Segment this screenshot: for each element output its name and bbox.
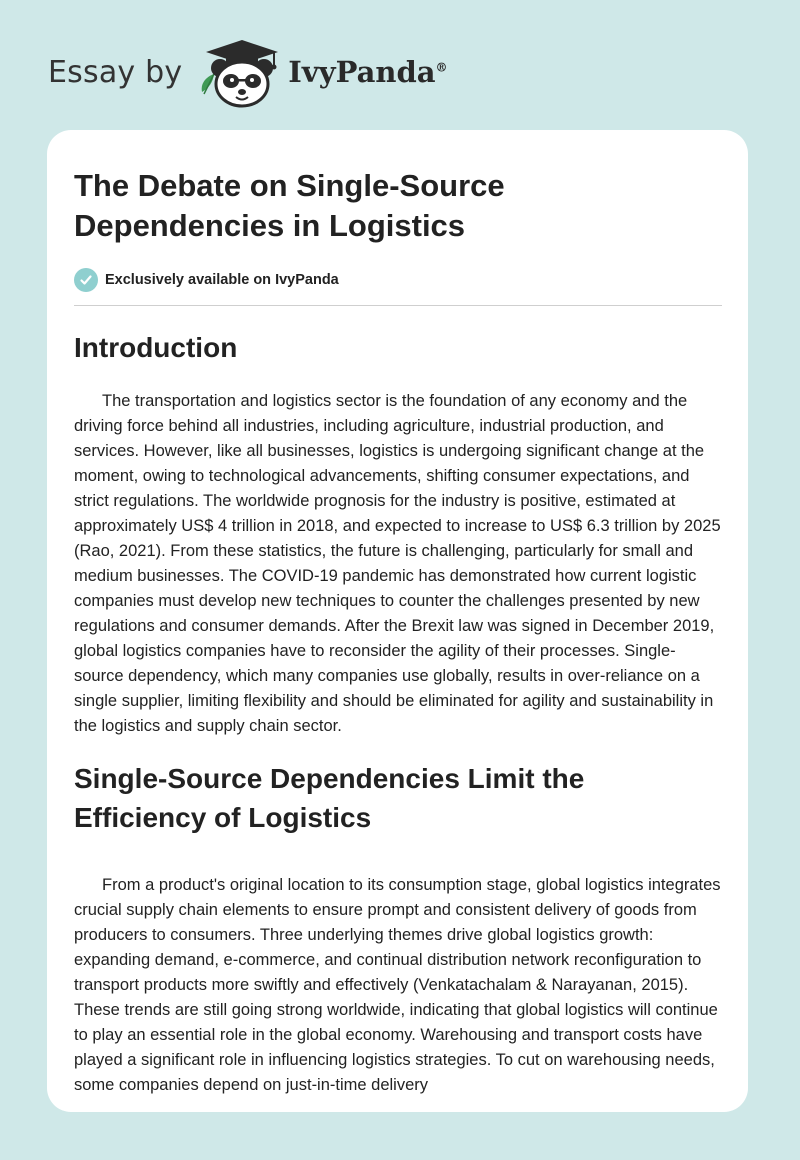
exclusive-badge [74,268,722,292]
ivypanda-logo[interactable] [196,36,447,108]
article-card [47,130,748,1112]
section-paragraph-single-source: From a product's original location to its consumption stage, global logistics integrates crucial supply chain elements to ensure prompt and consistent delivery of goods from producers to consumers. Three underlying themes drive global logistics growth: expanding demand, e-commerce, and continual distribution network reconfiguration to transport products more swiftly and effectively (Venkatachalam & Narayanan, 2015). These trends are still going strong worldwide, indicating that global logistics will continue to play an essential role in the global economy. Warehousing and transport costs have played a significant role in influencing logistics strategies. To cut on warehousing needs, some companies depend on just-in-time delivery [74,876,721,1094]
section-paragraph-introduction: The transportation and logistics sector is the foundation of any economy and the driving force behind all industries, including agriculture, industrial production, and services. However, like all businesses, logistics is undergoing significant change at the moment, owing to technological advancements, shifting consumer expectations, and strict regulations. The worldwide prognosis for the industry is positive, estimated at approximately US$ 4 trillion in 2018, and expected to increase to US$ 6.3 trillion by 2025 (Rao, 2021). From these statistics, the future is challenging, particularly for small and medium businesses. The COVID-19 pandemic has demonstrated how current logistic companies must develop new techniques to counter the challenges presented by new regulations and consumer demands. After the Brexit law was signed in December 2019, global logistics companies have to reconsider the agility of their processes. Single-source dependency, which many companies use globally, results in over-reliance on a single supplier, limiting flexibility and should be eliminated for agility and sustainability in the logistics and supply chain sector. [74,392,721,735]
essay-by-label: Essay by [48,54,183,90]
divider [74,305,722,306]
exclusive-label: Exclusively available on IvyPanda [105,272,339,288]
brand-name: IvyPanda® [288,55,448,89]
article-title: The Debate on Single-Source Dependencies in Logistics [74,168,505,243]
check-icon [74,268,98,292]
panda-graduate-icon [196,36,282,108]
site-header [48,36,448,108]
section-heading-introduction: Introduction [74,332,238,363]
section-heading-single-source: Single-Source Dependencies Limit the Efficiency of Logistics [74,763,585,833]
